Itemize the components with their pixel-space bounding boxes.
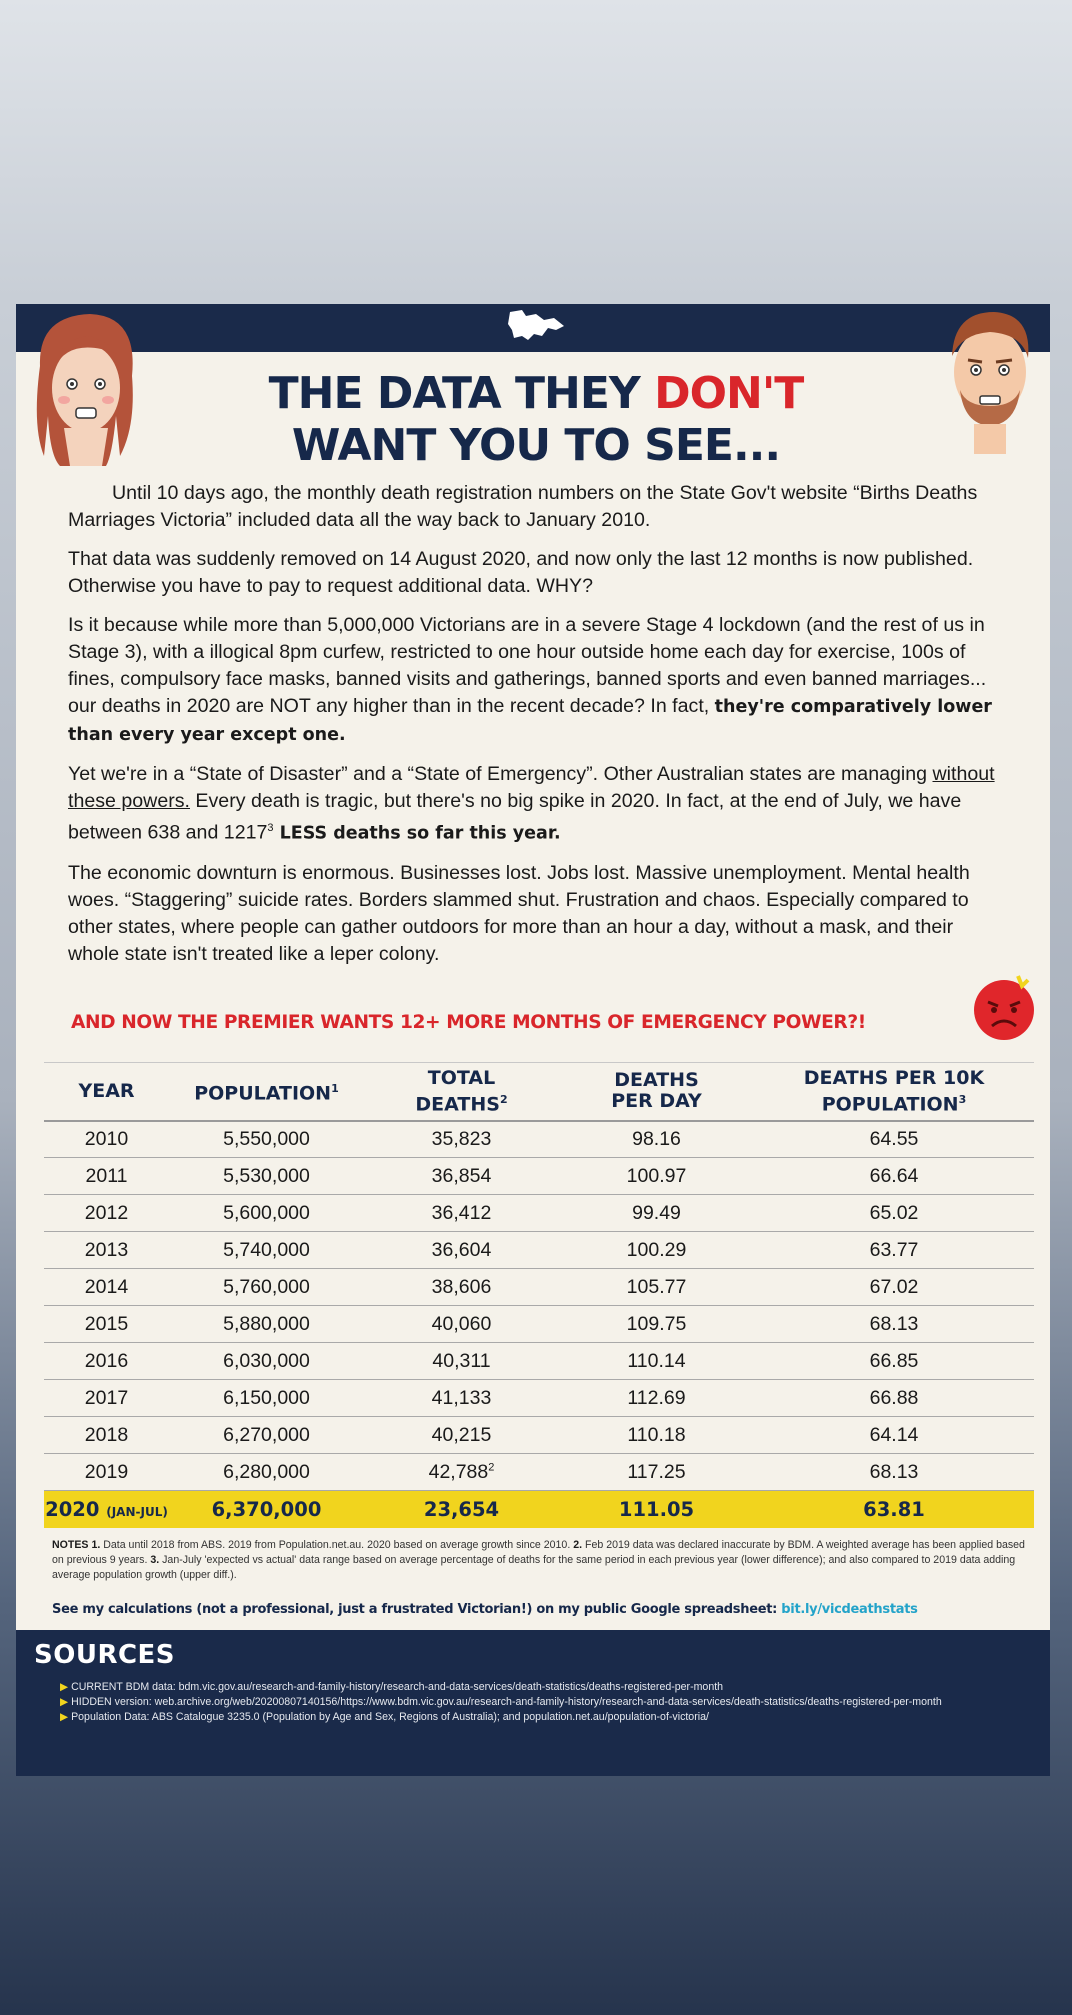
paragraph-4-sup: 3: [267, 822, 274, 834]
cell-per10k: 68.13: [754, 1454, 1034, 1491]
cell-population: 6,370,000: [169, 1491, 364, 1528]
footnotes: [52, 1538, 1032, 1583]
cell-year: 2017: [44, 1380, 169, 1417]
note-3-num: 3.: [150, 1554, 160, 1566]
man-cartoon-icon: [934, 306, 1044, 456]
cell-per10k: 68.13: [754, 1306, 1034, 1343]
cell-year: 2013: [44, 1232, 169, 1269]
cell-per10k: 66.88: [754, 1380, 1034, 1417]
paragraph-5: The economic downturn is enormous. Businesses lost. Jobs lost. Massive unemployment. Mental health woes. “Staggering” suicide rates. Borders slammed shut. Frustration and chaos. Especially compared to other states, where people can gather outdoors for more than an hour a day, without a mask, and their whole state isn't treated like a leper colony.: [68, 861, 970, 965]
paragraph-2: That data was suddenly removed on 14 August 2020, and now only the last 12 months is now published. Otherwise you have to pay to request additional data. WHY?: [68, 548, 974, 597]
cell-population: 5,740,000: [169, 1232, 364, 1269]
header-year: YEAR: [44, 1063, 169, 1121]
header-total-deaths: [364, 1063, 559, 1121]
header-total-deaths-line2: DEATHS: [415, 1092, 500, 1115]
table-row: [44, 1306, 1034, 1343]
paragraph-4: [68, 761, 1003, 848]
body-text: [68, 480, 1003, 980]
cell-total-deaths: 36,604: [364, 1232, 559, 1269]
cell-deaths-per-day: 99.49: [559, 1195, 754, 1232]
cell-total-deaths: 36,412: [364, 1195, 559, 1232]
cell-total-deaths: 41,133: [364, 1380, 559, 1417]
headline-part1: THE DATA THEY: [268, 368, 655, 419]
cell-population: 6,150,000: [169, 1380, 364, 1417]
cell-deaths-per-day: 110.14: [559, 1343, 754, 1380]
cell-deaths-per-day: 100.29: [559, 1232, 754, 1269]
victoria-map-icon: [492, 306, 582, 350]
table-row: [44, 1232, 1034, 1269]
note-3: Jan-July 'expected vs actual' data range based on average percentage of deaths for the same period in each previous year (lower difference); and also compared to 2019 data adding average population growth (upper diff.).: [52, 1554, 1016, 1581]
cell-year: 2010: [44, 1121, 169, 1158]
header-total-deaths-sup: 2: [499, 1092, 508, 1106]
cell-year-value: 2020: [45, 1497, 100, 1521]
paragraph-1: Until 10 days ago, the monthly death registration numbers on the State Gov't website “Births Deaths Marriages Victoria” included data all the way back to January 2010.: [68, 482, 978, 531]
paragraph-4-text: Yet we're in a “State of Disaster” and a “State of Emergency”. Other Australian states are managing: [68, 763, 933, 785]
woman-cartoon-icon: [20, 306, 150, 492]
cell-population: 5,600,000: [169, 1195, 364, 1232]
cell-deaths-per-day: 100.97: [559, 1158, 754, 1195]
notes-label: NOTES: [52, 1539, 89, 1551]
top-banner: [16, 304, 1050, 352]
table-row: [44, 1195, 1034, 1232]
cell-per10k: 64.14: [754, 1417, 1034, 1454]
infographic-poster: [16, 304, 1050, 1776]
header-deaths-per-day-line2: PER DAY: [611, 1090, 702, 1113]
source-item: [60, 1680, 1030, 1695]
table-header-row: [44, 1063, 1034, 1121]
source-text: HIDDEN version: web.archive.org/web/20200807140156/https://www.bdm.vic.gov.au/research-and-family-history/research-and-data-services/death-statistics/deaths-registered-per-month: [71, 1696, 942, 1708]
table-row: [44, 1121, 1034, 1158]
source-text: Population Data: ABS Catalogue 3235.0 (Population by Age and Sex, Regions of Australia); and population.net.au/population-of-victoria/: [71, 1711, 709, 1723]
table-row: [44, 1343, 1034, 1380]
source-item: [60, 1710, 1030, 1725]
cell-population: 5,550,000: [169, 1121, 364, 1158]
cell-total-deaths: 40,060: [364, 1306, 559, 1343]
cell-total-deaths-sup: 2: [488, 1461, 495, 1473]
paragraph-3-bold: they're comparatively lower than every year except one.: [68, 697, 992, 745]
arrow-icon: ▶: [60, 1681, 72, 1693]
header-per10k-line1: DEATHS PER 10K: [803, 1066, 985, 1089]
headline: [146, 368, 926, 472]
cell-population: 5,760,000: [169, 1269, 364, 1306]
arrow-icon: ▶: [60, 1696, 72, 1708]
cell-population: 5,530,000: [169, 1158, 364, 1195]
cell-per10k: 65.02: [754, 1195, 1034, 1232]
cell-year: 2016: [44, 1343, 169, 1380]
angry-face-icon: [966, 972, 1042, 1042]
cell-year: 2018: [44, 1417, 169, 1454]
header-population-label: POPULATION: [194, 1082, 332, 1105]
table-row: [44, 1417, 1034, 1454]
cell-deaths-per-day: 110.18: [559, 1417, 754, 1454]
cell-year: 2015: [44, 1306, 169, 1343]
calculation-note: [52, 1602, 1042, 1617]
cell-per10k: 63.81: [754, 1491, 1034, 1528]
cell-deaths-per-day: 112.69: [559, 1380, 754, 1417]
cell-year: 2012: [44, 1195, 169, 1232]
headline-line2: WANT YOU TO SEE...: [291, 420, 781, 471]
cell-year: 2011: [44, 1158, 169, 1195]
note-2-num: 2.: [573, 1539, 583, 1551]
cell-per10k: 67.02: [754, 1269, 1034, 1306]
cell-per10k: 63.77: [754, 1232, 1034, 1269]
source-text: CURRENT BDM data: bdm.vic.gov.au/research-and-family-history/research-and-data-services/death-statistics/deaths-registered-per-month: [71, 1681, 724, 1693]
cell-total-deaths: 40,215: [364, 1417, 559, 1454]
paragraph-4-text-2: Every death is tragic, but there's no big spike in 2020. In fact, at the end of July, we have between 638 and 1217: [68, 790, 962, 844]
cell-total-deaths: 35,823: [364, 1121, 559, 1158]
cell-deaths-per-day: 117.25: [559, 1454, 754, 1491]
arrow-icon: ▶: [60, 1711, 72, 1723]
cell-total-deaths: 38,606: [364, 1269, 559, 1306]
headline-dont: DON'T: [654, 368, 804, 419]
table-row: [44, 1454, 1034, 1491]
header-per10k-line2: POPULATION: [821, 1092, 959, 1115]
death-statistics-table: [44, 1062, 1034, 1528]
cell-population: 6,280,000: [169, 1454, 364, 1491]
cell-deaths-per-day: 109.75: [559, 1306, 754, 1343]
note-2: Feb 2019 data was declared inaccurate by BDM. A weighted average has been applied based on previous 9 years.: [52, 1539, 1025, 1566]
header-population: [169, 1063, 364, 1121]
cell-deaths-per-day: 98.16: [559, 1121, 754, 1158]
cell-year-note: (JAN-JUL): [106, 1504, 168, 1519]
highlight-row-2020: [44, 1491, 1034, 1528]
cell-year: 2014: [44, 1269, 169, 1306]
cell-total-deaths: [364, 1454, 559, 1491]
cell-total-deaths: 36,854: [364, 1158, 559, 1195]
call-to-action: AND NOW THE PREMIER WANTS 12+ MORE MONTHS OF EMERGENCY POWER?!: [71, 1012, 866, 1033]
cell-deaths-per-day: 105.77: [559, 1269, 754, 1306]
paragraph-3: [68, 612, 1003, 749]
header-total-deaths-line1: TOTAL: [427, 1066, 496, 1089]
source-item: [60, 1695, 1030, 1710]
header-deaths-per-day: [559, 1063, 754, 1121]
header-per10k-sup: 3: [958, 1092, 967, 1106]
cell-year: [44, 1491, 169, 1528]
sources-panel: [16, 1630, 1050, 1776]
cell-population: 6,270,000: [169, 1417, 364, 1454]
table-row: [44, 1269, 1034, 1306]
cell-total-deaths-value: 42,788: [428, 1460, 489, 1483]
note-1: Data until 2018 from ABS. 2019 from Population.net.au. 2020 based on average growth since 2010.: [100, 1539, 574, 1551]
table-row: [44, 1158, 1034, 1195]
paragraph-3-text: Is it because while more than 5,000,000 Victorians are in a severe Stage 4 lockdown (and the rest of us in Stage 3), with a illogical 8pm curfew, restricted to one hour outside home each day for exercise, 100s of fines, compulsory face masks, banned visits and gatherings, banned sports and even banned marriages... our deaths in 2020 are NOT any higher than in the recent decade? In fact,: [68, 614, 987, 717]
paragraph-4-underline: without these powers.: [68, 763, 995, 812]
header-population-sup: 1: [331, 1082, 339, 1096]
cell-per10k: 66.64: [754, 1158, 1034, 1195]
cell-population: 5,880,000: [169, 1306, 364, 1343]
calculation-text: See my calculations (not a professional, just a frustrated Victorian!) on my public Google spreadsheet:: [52, 1602, 782, 1617]
note-1-num: 1.: [91, 1539, 101, 1551]
cell-deaths-per-day: 111.05: [559, 1491, 754, 1528]
cell-year: 2019: [44, 1454, 169, 1491]
sources-list: [60, 1680, 1030, 1725]
table-row: [44, 1380, 1034, 1417]
sources-title: SOURCES: [34, 1640, 176, 1670]
cell-total-deaths: 40,311: [364, 1343, 559, 1380]
spreadsheet-link[interactable]: bit.ly/vicdeathstats: [781, 1602, 918, 1617]
cell-population: 6,030,000: [169, 1343, 364, 1380]
cell-per10k: 64.55: [754, 1121, 1034, 1158]
header-deaths-per-10k: [754, 1063, 1034, 1121]
cell-per10k: 66.85: [754, 1343, 1034, 1380]
cell-total-deaths: 23,654: [364, 1491, 559, 1528]
paragraph-4-bold: LESS deaths so far this year.: [273, 823, 561, 844]
header-deaths-per-day-line1: DEATHS: [614, 1069, 699, 1092]
